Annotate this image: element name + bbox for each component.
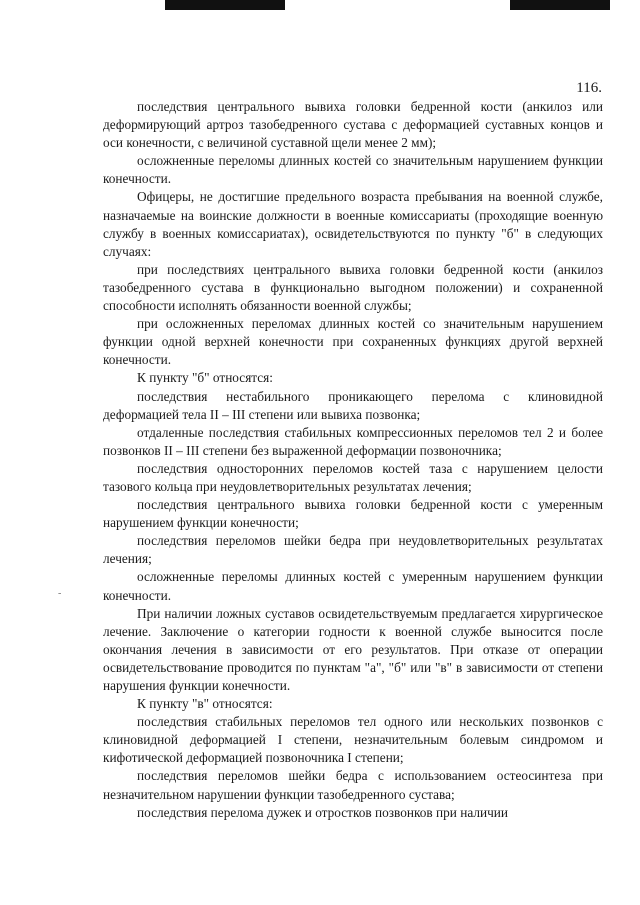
paragraph: последствия односторонних переломов костей таза с нарушением целости тазового кольца при неудовлетворительных результатах лечения; — [103, 460, 603, 494]
paragraph: К пункту "в" относятся: — [137, 696, 273, 712]
paragraph: последствия переломов шейки бедра при неудовлетворительных результатах лечения; — [103, 533, 603, 567]
paragraph: При наличии ложных суставов освидетельствуемым предлагается хирургическое лечение. Заключение о категории годности к военной службе выносится после окончания лечения в зависимости от его результатов. При отказе от операции освидетельствование проводится по пунктам "а", "б" или "в" в зависимости от степени нарушения функции конечности. — [103, 605, 603, 693]
paragraph: Офицеры, не достигшие предельного возраста пребывания на военной службе, назначаемые на воинские должности в военные комиссариаты (проходящие военную службу в военных комиссариатах), освидетельствуются по пункту "б" в следующих случаях: — [103, 189, 603, 259]
paragraph: при последствиях центрального вывиха головки бедренной кости (анкилоз тазобедренного сустава в функционально выгодном положении) и сохраненной способности исполнять обязанности военной службы; — [103, 261, 603, 314]
paragraph: последствия перелома дужек и отростков позвонков при наличии — [137, 804, 509, 820]
scan-artifact-left — [165, 0, 285, 10]
paragraph: последствия стабильных переломов тел одного или нескольких позвонков с клиновидной деформацией I степени, незначительным болевым синдромом и кифотической деформацией позвоночника I степени; — [103, 714, 603, 766]
scan-artifact-right — [510, 0, 610, 10]
paragraph: осложненные переломы длинных костей с умеренным нарушением функции конечности. — [103, 569, 603, 603]
paragraph: последствия центрального вывиха головки бедренной кости с умеренным нарушением функции конечности; — [103, 497, 603, 531]
paragraph: осложненные переломы длинных костей со значительным нарушением функции конечности. — [103, 153, 603, 187]
paragraph: последствия нестабильного проникающего перелома с клиновидной деформацией тела II – III степени или вывиха позвонка; — [103, 388, 603, 422]
paragraph: последствия центрального вывиха головки бедренной кости (анкилоз или деформирующий артроз тазобедренного сустава с деформацией суставных концов и оси конечности, с величиной суставной щели менее 2 мм); — [103, 99, 603, 151]
margin-mark: - — [58, 588, 62, 599]
document-body — [103, 98, 603, 822]
page-number: 116. — [576, 80, 602, 96]
paragraph: отдаленные последствия стабильных компрессионных переломов тел 2 и более позвонков II – III степени без выраженной деформации позвоночника; — [103, 424, 603, 458]
paragraph: К пункту "б" относятся: — [137, 370, 273, 386]
paragraph: при осложненных переломах длинных костей со значительным нарушением функции одной верхней конечности при сохраненных функциях другой верхней конечности. — [103, 316, 603, 368]
paragraph: последствия переломов шейки бедра с использованием остеосинтеза при незначительном нарушении функции тазобедренного сустава; — [103, 768, 603, 802]
